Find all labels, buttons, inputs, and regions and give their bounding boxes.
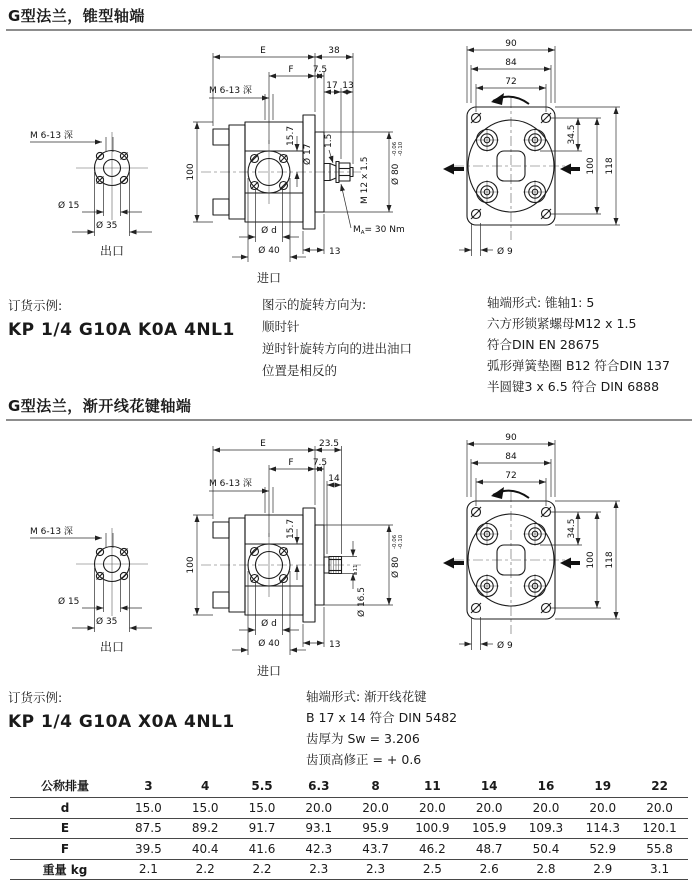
table-cell: 2.5 <box>404 859 461 880</box>
flow-arrow-left <box>443 164 464 175</box>
dim-label-tol-upper: -0.06 <box>392 141 398 156</box>
dim-label-345: 34.5 <box>567 124 577 145</box>
spec-table-wrap <box>10 774 688 880</box>
shaft-note-line: 符合DIN EN 28675 <box>487 337 600 352</box>
dim-label-dia9: Ø 9 <box>497 641 513 651</box>
table-col-header: 14 <box>461 774 518 798</box>
table-cell: 50.4 <box>518 839 575 860</box>
shaft-note-line: 齿厚为 Sw = 3.206 <box>306 731 420 746</box>
table-cell: 20.0 <box>631 798 688 819</box>
section1-title: G型法兰，锥型轴端 <box>8 7 145 25</box>
rotation-note-line: 顺时针 <box>262 319 300 334</box>
dim-label-72: 72 <box>505 77 517 87</box>
table-col-header: 5.5 <box>234 774 291 798</box>
dim-label-118: 118 <box>605 157 615 175</box>
table-row-label: E <box>10 818 120 839</box>
table-row-label: d <box>10 798 120 819</box>
dim-label-75: 7.5 <box>312 65 328 75</box>
order-label: 订货示例: <box>8 298 63 313</box>
rotation-arrow-head <box>491 487 504 499</box>
shaft-note-line: B 17 x 14 符合 DIN 5482 <box>306 710 458 725</box>
dim-label-dia80: Ø 80 <box>391 163 401 185</box>
table-cell: 120.1 <box>631 818 688 839</box>
dim-label-e: E <box>260 46 266 56</box>
table-cell: 87.5 <box>120 818 177 839</box>
table-row-label: 重量 kg <box>10 859 120 880</box>
table-cell: 15.0 <box>234 798 291 819</box>
table-cell: 39.5 <box>120 839 177 860</box>
dim-label-dia165: Ø 16.5 <box>357 587 367 617</box>
dim-label-torque: $M_A= 30$ Nm <box>353 225 405 236</box>
inlet-caption: 进口 <box>256 271 282 285</box>
table-cell: 15.0 <box>120 798 177 819</box>
table-col-header: 6.3 <box>290 774 347 798</box>
dim-label-flange-dia: Ø 35 <box>96 221 118 231</box>
dim-label-235: 23.5 <box>318 439 340 449</box>
dim-label-dia-d: Ø d <box>261 619 277 629</box>
order-label: 订货示例: <box>8 690 63 705</box>
dim-label-118: 118 <box>605 551 615 569</box>
flow-arrow-left <box>443 558 464 569</box>
table-cell: 20.0 <box>404 798 461 819</box>
table-cell: 48.7 <box>461 839 518 860</box>
dim-label-dia80: Ø 80 <box>391 556 401 578</box>
dim-label-38: 38 <box>328 46 340 56</box>
table-col-header: 19 <box>574 774 631 798</box>
order-example-2 <box>8 688 235 732</box>
dim-label-e: E <box>260 439 266 449</box>
dim-label-taper: 1.5 <box>324 133 334 148</box>
table-cell: 2.1 <box>120 859 177 880</box>
dim-label-bore: Ø 15 <box>58 201 80 211</box>
table-header-row <box>10 774 688 798</box>
table-cell: 2.2 <box>234 859 291 880</box>
table-cell: 40.4 <box>177 839 234 860</box>
table-cell: 2.3 <box>347 859 404 880</box>
rotation-arrow-head <box>491 93 504 105</box>
dim-label-13: 13 <box>342 81 354 91</box>
table-row-label: F <box>10 839 120 860</box>
table-row <box>10 818 688 839</box>
dim-label-dia40: Ø 40 <box>258 246 280 256</box>
table-cell: 46.2 <box>404 839 461 860</box>
dim-label-13b: 13 <box>329 247 341 257</box>
dim-label-345: 34.5 <box>567 518 577 539</box>
dim-label-thread: M 6-13 深 <box>209 479 252 489</box>
dim-label-157: 15.7 <box>286 125 296 146</box>
mounting-flange-drawing-2 <box>430 424 685 679</box>
table-cell: 2.3 <box>290 859 347 880</box>
dim-label-f: F <box>288 458 294 468</box>
dim-label-dia-d: Ø d <box>261 226 277 236</box>
table-cell: 2.2 <box>177 859 234 880</box>
table-row <box>10 798 688 819</box>
shaft-note-line: 齿顶高修正 = + 0.6 <box>306 752 422 767</box>
dim-label-tol-lower: -0.10 <box>398 141 404 156</box>
order-code: KP 1/4 G10A X0A 4NL1 <box>8 712 235 732</box>
dim-label-157: 15.7 <box>286 518 296 539</box>
shaft-end-note-2 <box>306 686 457 770</box>
table-col-header: 16 <box>518 774 575 798</box>
table-cell: 20.0 <box>574 798 631 819</box>
table-cell: 2.9 <box>574 859 631 880</box>
table-cell: 2.6 <box>461 859 518 880</box>
dim-label-thread: M 6-13 深 <box>30 131 73 141</box>
dim-label-72: 72 <box>505 471 517 481</box>
table-cell: 109.3 <box>518 818 575 839</box>
dim-label-dia9: Ø 9 <box>497 247 513 257</box>
dim-label-thread: M 6-13 深 <box>209 86 252 96</box>
dim-label-tol-lower: -0.10 <box>398 534 404 549</box>
table-cell: 3.1 <box>631 859 688 880</box>
dim-label-14: 14 <box>328 474 340 484</box>
mounting-flange-drawing-1 <box>430 30 685 285</box>
side-section-drawing-cone <box>183 32 428 287</box>
dim-label-100: 100 <box>586 551 596 569</box>
table-cell: 89.2 <box>177 818 234 839</box>
centerlines <box>201 140 361 204</box>
spec-table <box>10 774 688 880</box>
dim-label-fit: h11 <box>353 564 359 575</box>
flow-arrow-right <box>560 558 580 569</box>
dim-label-84: 84 <box>505 58 517 68</box>
table-cell: 20.0 <box>461 798 518 819</box>
dim-label-13b: 13 <box>329 640 341 650</box>
port-caption: 出口 <box>99 244 125 258</box>
table-cell: 91.7 <box>234 818 291 839</box>
shaft-note-line: 轴端形式: 锥轴1: 5 <box>487 295 595 310</box>
dim-label-75: 7.5 <box>312 458 328 468</box>
table-cell: 15.0 <box>177 798 234 819</box>
table-cell: 20.0 <box>290 798 347 819</box>
dimension-lines <box>193 446 393 655</box>
dim-label-100: 100 <box>186 163 196 181</box>
table-cell: 55.8 <box>631 839 688 860</box>
shaft-end-note-1 <box>487 292 670 397</box>
table-cell: 41.6 <box>234 839 291 860</box>
shaft-note-line: 轴端形式: 渐开线花键 <box>306 689 427 704</box>
table-col-header: 22 <box>631 774 688 798</box>
table-cell: 20.0 <box>347 798 404 819</box>
table-col-header: 11 <box>404 774 461 798</box>
table-cell: 95.9 <box>347 818 404 839</box>
inlet-caption: 进口 <box>256 664 282 678</box>
dim-label-bore: Ø 15 <box>58 597 80 607</box>
table-col-header: 8 <box>347 774 404 798</box>
shaft-note-line: 半圆键3 x 6.5 符合 DIN 6888 <box>487 379 660 394</box>
table-cell: 93.1 <box>290 818 347 839</box>
dim-label-90: 90 <box>505 433 517 443</box>
table-row <box>10 859 688 880</box>
dim-label-100: 100 <box>186 556 196 574</box>
table-cell: 42.3 <box>290 839 347 860</box>
table-header-label: 公称排量 <box>10 774 120 798</box>
table-row <box>10 839 688 860</box>
dim-label-dia40: Ø 40 <box>258 639 280 649</box>
table-cell: 100.9 <box>404 818 461 839</box>
dim-label-90: 90 <box>505 39 517 49</box>
port-caption: 出口 <box>99 640 125 654</box>
dim-label-tol-upper: -0.06 <box>392 534 398 549</box>
dim-label-thread: M 6-13 深 <box>30 527 73 537</box>
rotation-note-line: 位置是相反的 <box>262 363 338 378</box>
dim-label-flange-dia: Ø 35 <box>96 617 118 627</box>
shaft-note-line: 六方形锁紧螺母M12 x 1.5 <box>487 316 637 331</box>
centerlines <box>201 533 361 597</box>
table-cell: 114.3 <box>574 818 631 839</box>
table-cell: 105.9 <box>461 818 518 839</box>
dim-label-nut-thread: M 12 x 1.5 <box>360 156 370 204</box>
table-cell: 52.9 <box>574 839 631 860</box>
dim-label-100: 100 <box>586 157 596 175</box>
section2-title: G型法兰，渐开线花键轴端 <box>8 397 192 415</box>
side-section-drawing-spline <box>183 425 428 680</box>
rotation-note-line: 逆时针旋转方向的进出油口 <box>262 341 413 356</box>
table-cell: 43.7 <box>347 839 404 860</box>
table-cell: 2.8 <box>518 859 575 880</box>
rotation-note <box>262 294 412 382</box>
rotation-note-line: 图示的旋转方向为: <box>262 297 367 312</box>
dim-label-84: 84 <box>505 452 517 462</box>
table-col-header: 4 <box>177 774 234 798</box>
flow-arrow-right <box>560 164 580 175</box>
order-code: KP 1/4 G10A K0A 4NL1 <box>8 320 235 340</box>
table-cell: 20.0 <box>518 798 575 819</box>
table-col-header: 3 <box>120 774 177 798</box>
order-example-1 <box>8 296 235 340</box>
dimension-lines <box>30 137 152 236</box>
shaft-note-line: 弧形弹簧垫圈 B12 符合DIN 137 <box>487 358 670 373</box>
dim-label-17: 17 <box>326 81 338 91</box>
section2-divider <box>6 419 692 421</box>
dimension-lines <box>30 533 152 632</box>
dim-label-dia17: Ø 17 <box>303 143 313 165</box>
dim-label-f: F <box>288 65 294 75</box>
